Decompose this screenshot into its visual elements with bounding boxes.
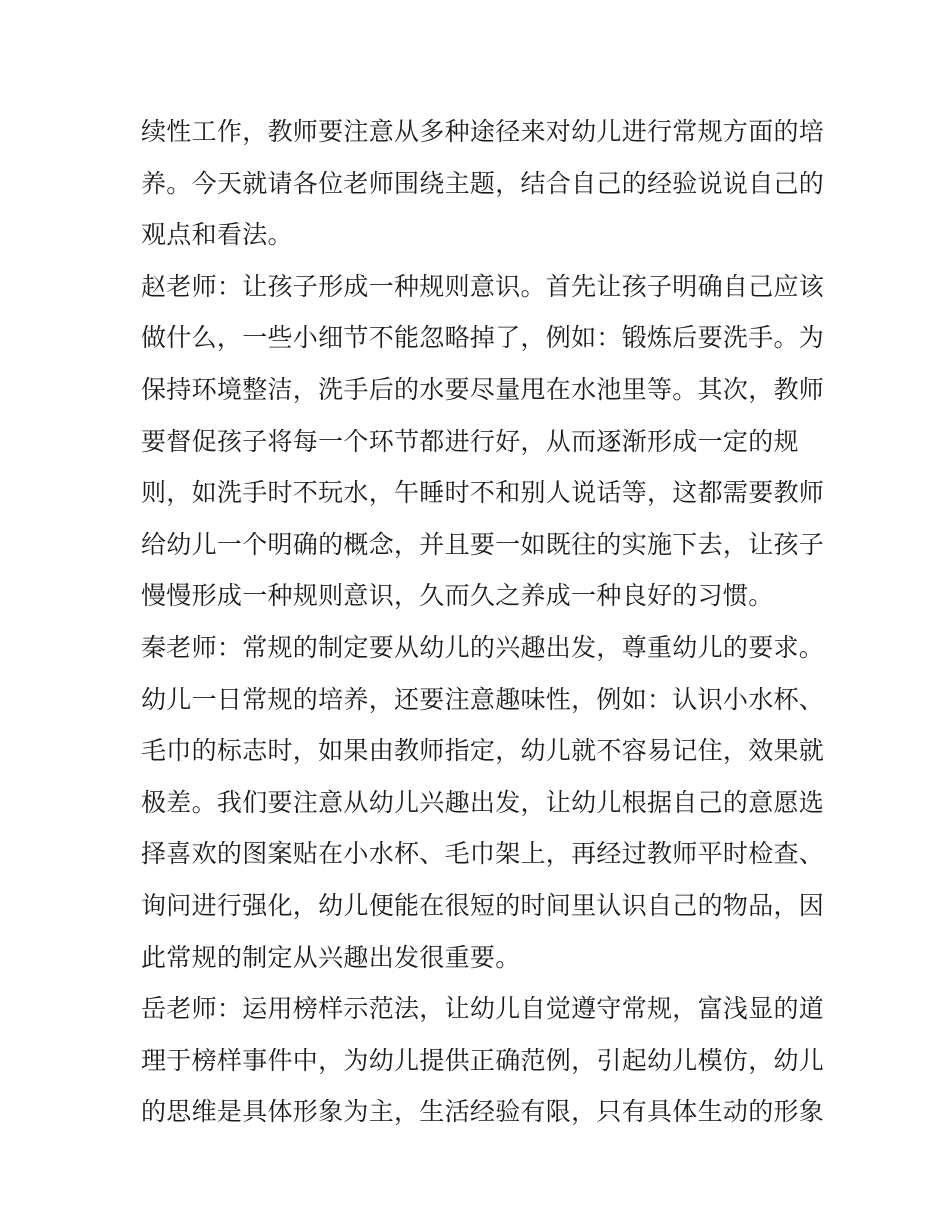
text-line: 询问进行强化，幼儿便能在很短的时间里认识自己的物品，因	[141, 890, 825, 920]
text-line: 岳老师：运用榜样示范法，让幼儿自觉遵守常规，富浅显的道	[141, 994, 825, 1024]
text-line: 赵老师：让孩子形成一种规则意识。首先让孩子明确自己应该	[141, 271, 825, 301]
text-line: 极差。我们要注意从幼儿兴趣出发，让幼儿根据自己的意愿选	[141, 787, 825, 817]
text-line: 幼儿一日常规的培养，还要注意趣味性，例如：认识小水杯、	[141, 684, 825, 714]
text-line: 理于榜样事件中，为幼儿提供正确范例，引起幼儿模仿，幼儿	[141, 1045, 825, 1075]
text-line: 要督促孩子将每一个环节都进行好，从而逐渐形成一定的规	[141, 426, 799, 456]
text-line: 给幼儿一个明确的概念，并且要一如既往的实施下去，让孩子	[141, 529, 825, 559]
body-text	[141, 106, 825, 1138]
text-line: 毛巾的标志时，如果由教师指定，幼儿就不容易记住，效果就	[141, 736, 825, 766]
text-line: 观点和看法。	[141, 220, 293, 250]
text-line: 续性工作，教师要注意从多种途径来对幼儿进行常规方面的培	[141, 117, 825, 146]
text-line: 择喜欢的图案贴在小水杯、毛巾架上，再经过教师平时检查、	[141, 839, 825, 869]
text-line: 的思维是具体形象为主，生活经验有限，只有具体生动的形象	[141, 1097, 825, 1127]
text-line: 则，如洗手时不玩水，午睡时不和别人说话等，这都需要教师	[141, 478, 825, 508]
text-line: 做什么，一些小细节不能忽略掉了，例如：锻炼后要洗手。为	[141, 323, 825, 353]
text-line: 此常规的制定从兴趣出发很重要。	[141, 942, 521, 972]
text-line: 慢慢形成一种规则意识，久而久之养成一种良好的习惯。	[141, 581, 774, 611]
text-line: 秦老师：常规的制定要从幼儿的兴趣出发，尊重幼儿的要求。	[141, 632, 825, 662]
text-line: 养。今天就请各位老师围绕主题，结合自己的经验说说自己的	[141, 168, 825, 198]
text-line: 保持环境整洁，洗手后的水要尽量甩在水池里等。其次，教师	[141, 374, 825, 404]
